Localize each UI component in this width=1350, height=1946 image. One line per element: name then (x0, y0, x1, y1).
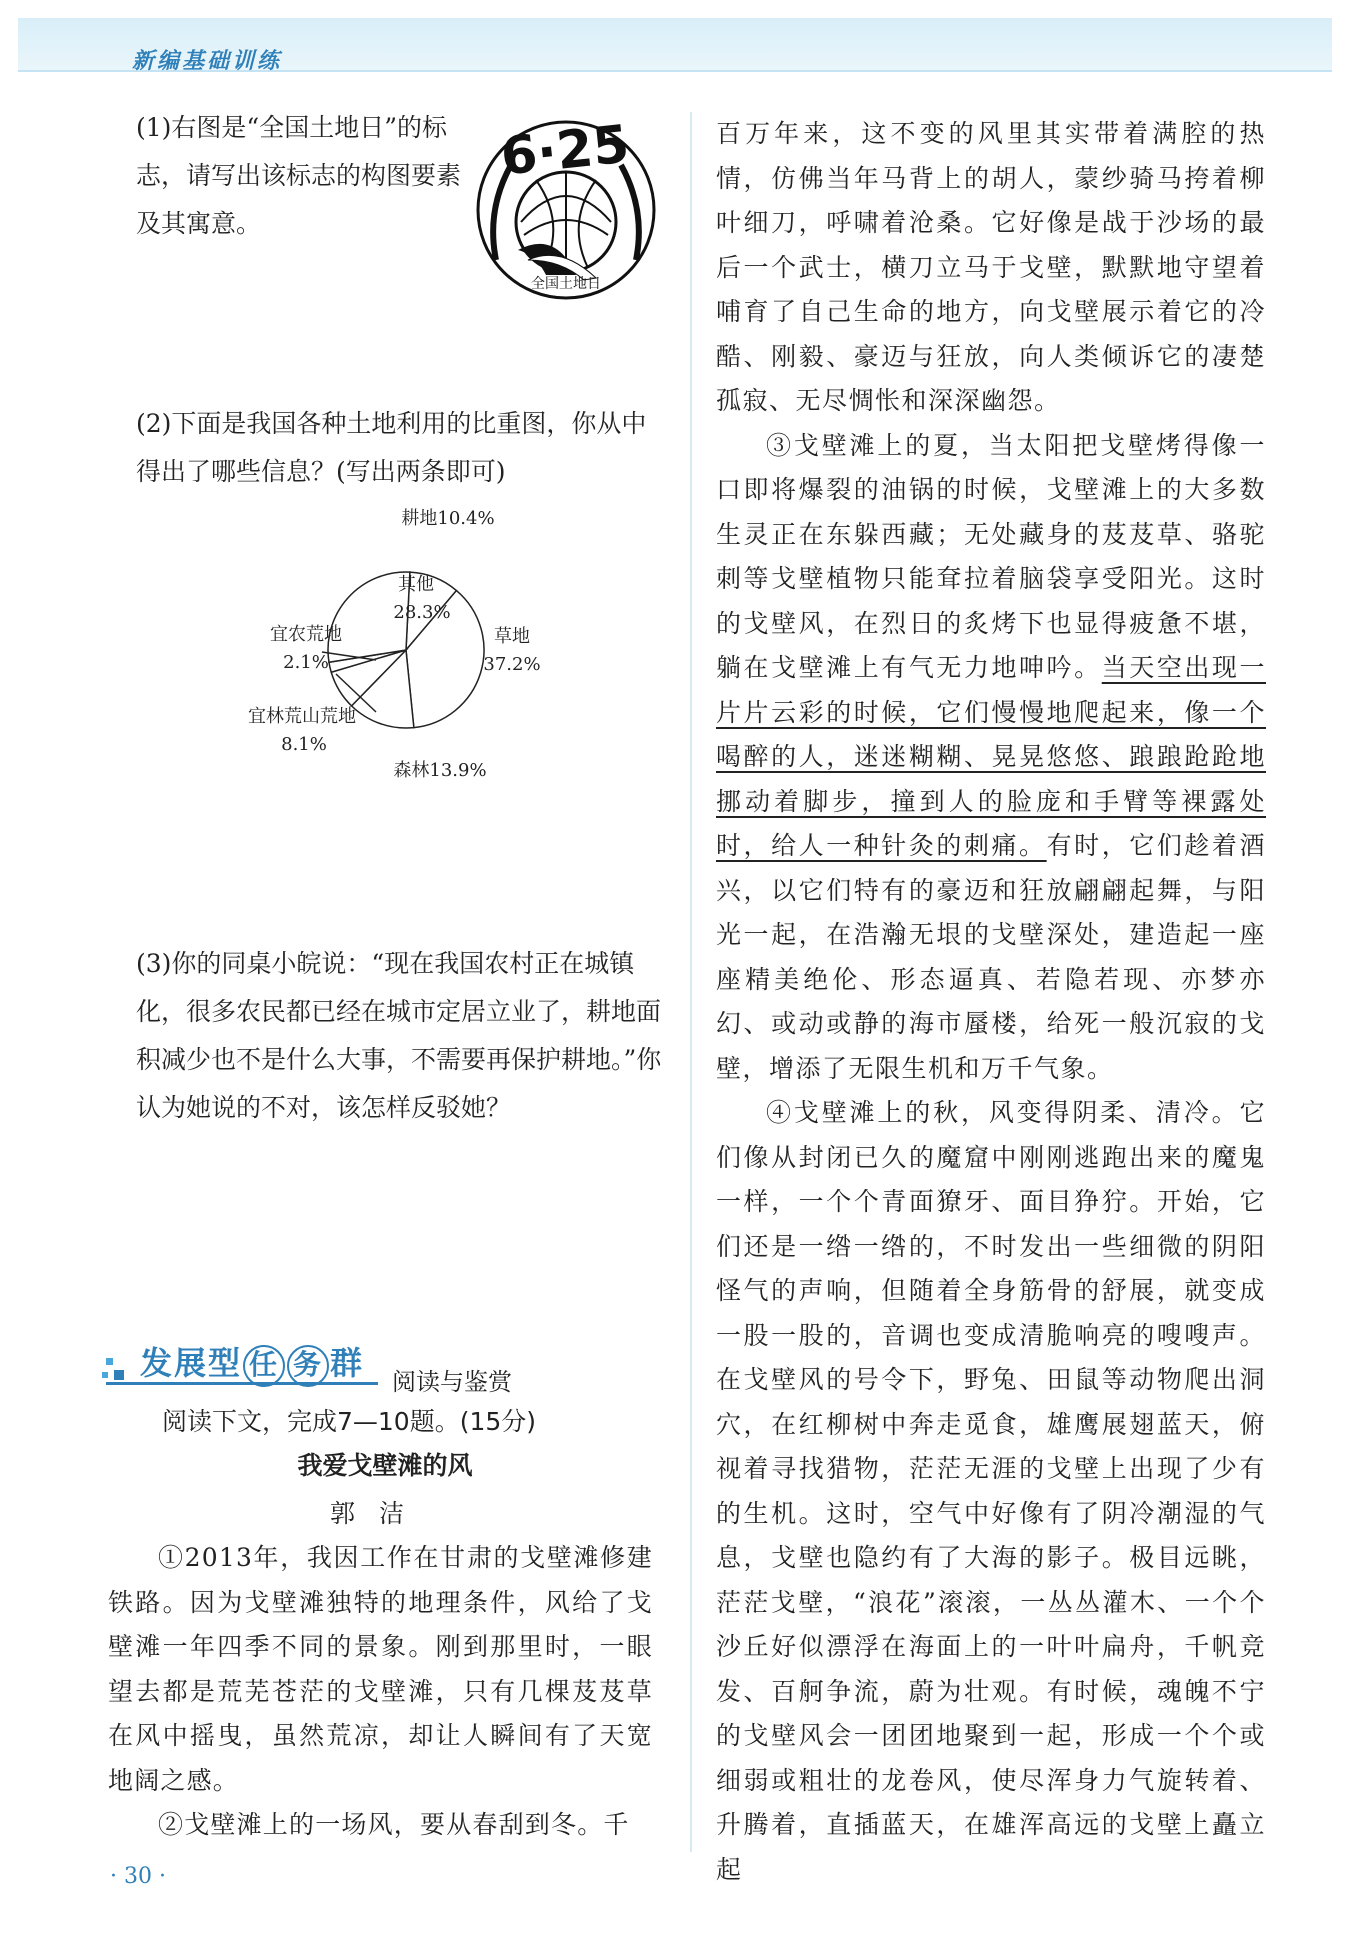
p3-underlined: 当天空出现一片片云彩的时候，它们慢慢地爬起来，像一个喝醉的人，迷迷糊糊、晃晃悠悠、踉踉跄跄地挪动着脚步，撞到人的脸庞和手臂等裸露处时，给人一种针灸的刺痛。 (716, 653, 1266, 860)
pie-label-farmland: 耕地10.4% (401, 508, 495, 529)
section-title-a: 发展型 (140, 1344, 243, 1382)
question-3: (3)你的同桌小皖说：“现在我国农村正在城镇化，很多农民都已经在城市定居立业了，耕地面积减少也不是什么大事，不需要再保护耕地。”你认为她说的不对，该怎样反驳她？ (136, 949, 662, 1122)
essay-paragraph-1: ①2013年，我因工作在甘肃的戈壁滩修建铁路。因为戈壁滩独特的地理条件，风给了戈壁滩一年四季不同的景象。刚到那里时，一眼望去都是荒芜苍茫的戈壁滩，只有几棵芨芨草在风中摇曳，虽然荒凉，却让人瞬间有了天宽地阔之感。 (108, 1543, 653, 1795)
land-use-pie-chart (226, 500, 586, 800)
pie-label-other: 28.3% (393, 602, 451, 623)
header-title: 新编基础训练 (132, 49, 283, 74)
section-title (140, 1338, 364, 1387)
section-dot (114, 1370, 124, 1380)
essay-paragraph-2-cont: 百万年来，这不变的风里其实带着满腔的热情，仿佛当年马背上的胡人，蒙纱骑马挎着柳叶细刀，呼啸着沧桑。它好像是战于沙场的最后一个武士，横刀立马于戈壁，默默地守望着哺育了自己生命的地方，向戈壁展示着它的冷酷、刚毅、豪迈与狂放，向人类倾诉它的凄楚孤寂、无尽惆怅和深深幽怨。 (716, 119, 1266, 415)
section-title-d: 群 (330, 1344, 365, 1382)
p3-part-b: 有时，它们趁着酒兴，以它们特有的豪迈和狂放翩翩起舞，与阳光一起，在浩瀚无垠的戈壁深处，建造起一座座精美绝伦、形态逼真、若隐若现、亦梦亦幻、或动或静的海市蜃楼，给死一般沉寂的戈壁，增添了无限生机和万千气象。 (716, 831, 1266, 1083)
pie-label-grassland-name: 草地 (494, 626, 530, 647)
section-title-b: 任 (243, 1345, 285, 1387)
pie-label-shanhuang: 8.1% (281, 734, 327, 755)
essay-right-column (716, 112, 1266, 1892)
land-day-logo (466, 110, 666, 310)
pie-label-grassland: 37.2% (483, 654, 541, 675)
question-1: (1)右图是“全国土地日”的标志，请写出该标志的构图要素及其寓意。 (136, 113, 462, 238)
pie-label-shanhuang-name: 宜林荒山荒地 (248, 706, 356, 727)
essay-paragraph-4: ④戈壁滩上的秋，风变得阴柔、清冷。它们像从封闭已久的魔窟中刚刚逃跑出来的魔鬼一样，一个个青面獠牙、面目狰狞。开始，它们还是一绺一绺的，不时发出一些细微的阴阳怪气的声响，但随着全身筋骨的舒展，就变成一股一股的，音调也变成清脆响亮的嗖嗖声。在戈壁风的号令下，野兔、田鼠等动物爬出洞穴，在红柳树中奔走觅食，雄鹰展翅蓝天，俯视着寻找猎物，茫茫无涯的戈壁上出现了少有的生机。这时，空气中好像有了阴冷潮湿的气息，戈壁也隐约有了大海的影子。极目远眺，茫茫戈壁，“浪花”滚滚，一丛丛灌木、一个个沙丘好似漂浮在海面上的一叶叶扁舟，千帆竞发、百舸争流，蔚为壮观。有时候，魂魄不宁的戈壁风会一团团地聚到一起，形成一个个或细弱或粗壮的龙卷风，使尽浑身力气旋转着、升腾着，直插蓝天，在雄浑高远的戈壁上矗立起 (716, 1098, 1266, 1884)
section-dot (106, 1358, 113, 1365)
column-divider (690, 112, 692, 1852)
essay-paragraph-2-start: ②戈壁滩上的一场风，要从春刮到冬。千 (158, 1810, 630, 1839)
section-dot (102, 1372, 108, 1378)
reading-instruction: 阅读下文，完成7—10题。(15分) (162, 1407, 537, 1436)
logo-caption: 全国土地日 (531, 276, 601, 292)
essay-author: 郭洁 (330, 1499, 429, 1528)
essay-title: 我爱戈壁滩的风 (297, 1451, 473, 1480)
p3-part-a: ③戈壁滩上的夏，当太阳把戈壁烤得像一口即将爆裂的油锅的时候，戈壁滩上的大多数生灵正在东躲西藏；无处藏身的芨芨草、骆驼刺等戈壁植物只能耷拉着脑袋享受阳光。这时的戈壁风，在烈日的炙烤下也显得疲惫不堪，躺在戈壁滩上有气无力地呻吟。 (716, 430, 1266, 682)
pie-label-other-name: 其他 (398, 574, 434, 595)
pie-label-forest: 森林13.9% (393, 760, 487, 781)
section-title-c: 务 (287, 1345, 329, 1387)
section-subtitle: 阅读与鉴赏 (392, 1368, 512, 1396)
pie-label-nonghuang: 2.1% (283, 652, 329, 673)
question-2: (2)下面是我国各种土地利用的比重图，你从中得出了哪些信息？(写出两条即可) (136, 409, 647, 486)
essay-left-column (108, 1536, 653, 1848)
logo-number: 6·25 (498, 114, 632, 188)
section-underline (106, 1382, 378, 1385)
pie-label-nonghuang-name: 宜农荒地 (270, 624, 342, 645)
essay-paragraph-3 (716, 424, 1266, 1092)
page-number: · 30 · (110, 1864, 166, 1889)
